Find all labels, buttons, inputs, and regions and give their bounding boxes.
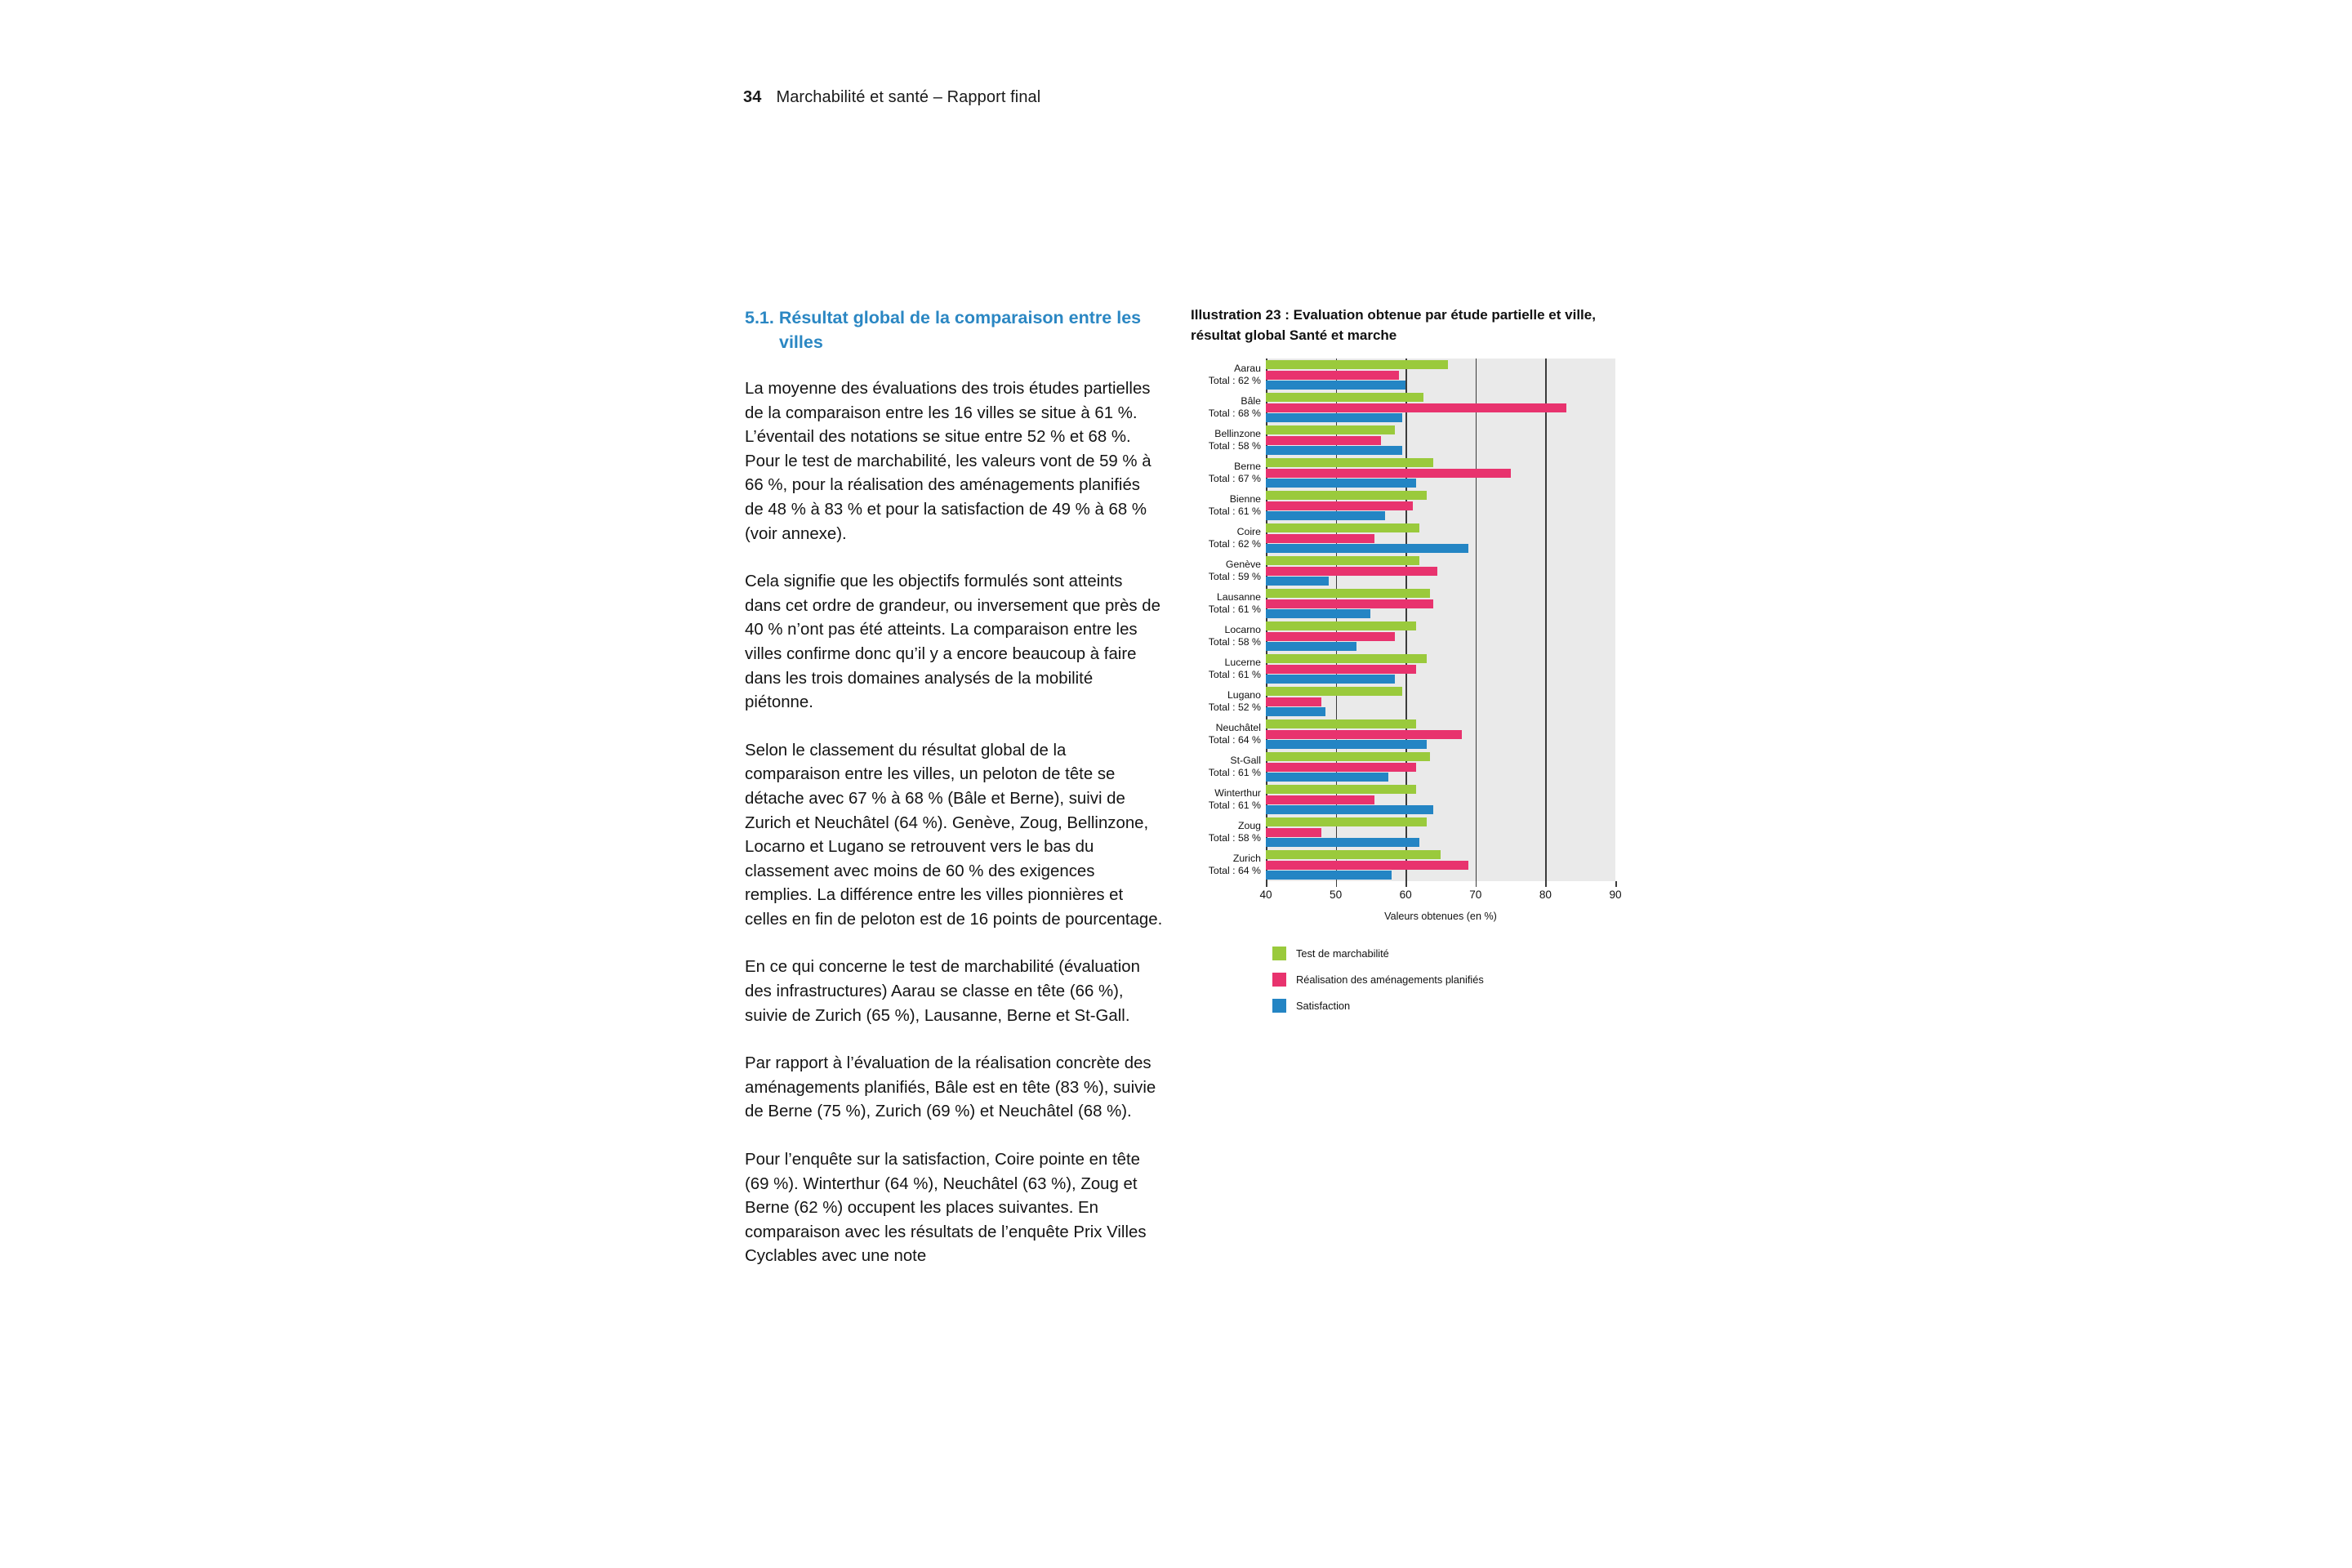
legend-item-label: Satisfaction <box>1296 1000 1351 1012</box>
bar <box>1266 469 1511 478</box>
bar <box>1266 501 1413 510</box>
bar <box>1266 687 1402 696</box>
figure-caption: Illustration 23 : Evaluation obtenue par étude partielle et ville, résultat global Santé et marche <box>1191 307 1596 343</box>
bar <box>1266 621 1416 630</box>
category-label-total: Total : 64 % <box>1208 864 1261 876</box>
category-label-city: Zoug <box>1237 820 1261 832</box>
category-label-total: Total : 58 % <box>1208 831 1261 844</box>
category-label <box>1209 428 1261 452</box>
category-label-total: Total : 62 % <box>1208 537 1261 550</box>
x-axis-tick <box>1615 881 1617 887</box>
category-label-city: Berne <box>1234 461 1261 473</box>
category-label <box>1209 526 1261 550</box>
bar <box>1266 773 1388 782</box>
text-column <box>745 305 1163 1269</box>
bar <box>1266 577 1329 586</box>
body-paragraph: Par rapport à l’évaluation de la réalisation concrète des aménagements planifiés, Bâle est en tête (83 %), suivie de Berne (75 %), Zurich (69 %) et Neuchâtel (68 %). <box>745 1054 1156 1121</box>
bar <box>1266 763 1416 772</box>
figure-column <box>1191 305 1622 1025</box>
category-label-city: Genève <box>1225 559 1261 571</box>
bar <box>1266 871 1392 880</box>
bar <box>1266 861 1468 870</box>
category-label-total: Total : 64 % <box>1208 733 1261 746</box>
bar <box>1266 665 1416 674</box>
category-label-city: Bâle <box>1241 395 1261 408</box>
legend-item <box>1272 999 1615 1013</box>
legend-item <box>1272 947 1615 960</box>
bar <box>1266 817 1427 826</box>
x-axis-tick <box>1545 881 1547 887</box>
bar <box>1266 491 1427 500</box>
bar <box>1266 642 1356 651</box>
bar <box>1266 828 1321 837</box>
body-paragraph: Pour l’enquête sur la satisfaction, Coire pointe en tête (69 %). Winterthur (64 %), Neuchâtel (63 %), Zoug et Berne (62 %) occupent les places suivantes. En comparaison avec les résultats de l’enquête Prix Villes Cyclables avec une note <box>745 1151 1147 1266</box>
bar <box>1266 795 1374 804</box>
bar <box>1266 360 1448 369</box>
bar-chart <box>1191 359 1622 1013</box>
category-label-city: St-Gall <box>1230 755 1261 767</box>
x-axis-title: Valeurs obtenues (en %) <box>1384 911 1497 922</box>
category-label <box>1209 493 1261 517</box>
chart-plot-wrapper <box>1191 359 1615 881</box>
bar <box>1266 413 1402 422</box>
category-label <box>1209 591 1261 615</box>
page-number: 34 <box>743 88 762 106</box>
bar <box>1266 730 1462 739</box>
category-label-total: Total : 59 % <box>1208 570 1261 582</box>
bar <box>1266 446 1402 455</box>
bar <box>1266 785 1416 794</box>
body-paragraph: La moyenne des évaluations des trois études partielles de la comparaison entre les 16 villes se situe à 61 %. L’éventail des notations se situe entre 52 % et 68 %. Pour le test de marchabilité, les valeurs vont de 59 % à 66 %, pour la réalisation des aménagements planifiés de 48 % à 83 % et pour la satisfaction de 49 % à 68 % (voir annexe). <box>745 380 1152 543</box>
legend-item-label: Réalisation des aménagements planifiés <box>1296 973 1484 986</box>
gridline-60 <box>1405 359 1407 881</box>
bar <box>1266 632 1395 641</box>
x-axis-tick <box>1405 881 1407 887</box>
legend-swatch-pink <box>1272 973 1286 987</box>
bar <box>1266 511 1385 520</box>
body-paragraph: Cela signifie que les objectifs formulés sont atteints dans cet ordre de grandeur, ou inversement que près de 40 % n’ont pas été atteints. La comparaison entre les villes confirme donc qu’il y a encore beaucoup à faire dans les trois domaines analysés de la mobilité piétonne. <box>745 572 1160 712</box>
category-label-city: Bienne <box>1229 493 1261 506</box>
category-label-city: Locarno <box>1224 624 1261 636</box>
x-axis-tick-label: 60 <box>1399 889 1412 901</box>
legend-swatch-green <box>1272 947 1286 960</box>
category-label-city: Aarau <box>1234 363 1261 375</box>
category-label-total: Total : 67 % <box>1208 472 1261 484</box>
chart-plot-area <box>1266 359 1615 881</box>
category-label <box>1209 657 1261 680</box>
bar <box>1266 381 1405 390</box>
x-axis <box>1259 881 1622 909</box>
x-axis-tick <box>1476 881 1477 887</box>
category-label-total: Total : 62 % <box>1208 374 1261 386</box>
gridline-80 <box>1545 359 1547 881</box>
category-label-city: Lausanne <box>1216 591 1261 604</box>
bar <box>1266 850 1441 859</box>
legend-item-label: Test de marchabilité <box>1296 947 1389 960</box>
category-label <box>1209 689 1261 713</box>
x-axis-tick-label: 70 <box>1469 889 1482 901</box>
bar <box>1266 479 1416 488</box>
bar <box>1266 436 1381 445</box>
bar <box>1266 654 1427 663</box>
category-label <box>1209 787 1261 811</box>
x-axis-tick-label: 90 <box>1609 889 1622 901</box>
x-axis-tick-label: 50 <box>1330 889 1343 901</box>
category-label <box>1209 624 1261 648</box>
bar <box>1266 719 1416 728</box>
bar <box>1266 425 1395 434</box>
bar <box>1266 707 1325 716</box>
bar <box>1266 458 1433 467</box>
category-label-total: Total : 61 % <box>1208 603 1261 615</box>
chart-legend <box>1272 947 1615 1013</box>
category-label-total: Total : 68 % <box>1208 407 1261 419</box>
bar <box>1266 675 1395 684</box>
x-axis-tick <box>1336 881 1338 887</box>
category-label <box>1209 820 1261 844</box>
category-label-total: Total : 58 % <box>1208 439 1261 452</box>
section-heading: 5.1. Résultat global de la comparaison entre les villes <box>745 308 1142 352</box>
category-label-total: Total : 52 % <box>1208 701 1261 713</box>
bar <box>1266 752 1430 761</box>
category-label <box>1209 461 1261 484</box>
category-label <box>1209 853 1261 876</box>
body-paragraph: Selon le classement du résultat global de la comparaison entre les villes, un peloton de tête se détache avec 67 % à 68 % (Bâle et Berne), suivi de Zurich et Neuchâtel (64 %). Genève, Zoug, Bellinzone, Locarno et Lugano se retrouvent vers le bas du classement avec moins de 60 % des exigences remplies. La différence entre les villes pionnières et celles en fin de peloton est de 16 points de pourcentage. <box>745 741 1163 929</box>
bar <box>1266 556 1419 565</box>
category-label <box>1209 722 1261 746</box>
x-axis-tick <box>1266 881 1267 887</box>
bar <box>1266 589 1430 598</box>
bar <box>1266 805 1433 814</box>
bar <box>1266 740 1427 749</box>
category-label-city: Neuchâtel <box>1215 722 1261 734</box>
category-label-city: Winterthur <box>1214 787 1261 800</box>
bar <box>1266 609 1370 618</box>
category-label-city: Bellinzone <box>1214 428 1261 440</box>
x-axis-tick-label: 80 <box>1539 889 1552 901</box>
category-label-city: Lugano <box>1227 689 1261 702</box>
category-label <box>1209 559 1261 582</box>
category-label-total: Total : 61 % <box>1208 668 1261 680</box>
category-label-total: Total : 61 % <box>1208 766 1261 778</box>
bar <box>1266 371 1399 380</box>
bar <box>1266 393 1423 402</box>
bar <box>1266 599 1433 608</box>
category-label-city: Lucerne <box>1224 657 1261 669</box>
running-head-title: Marchabilité et santé – Rapport final <box>776 88 1041 106</box>
category-label <box>1209 755 1261 778</box>
category-axis-labels <box>1191 359 1266 881</box>
category-label-total: Total : 61 % <box>1208 505 1261 517</box>
bar <box>1266 544 1468 553</box>
category-label <box>1209 395 1261 419</box>
category-label-city: Coire <box>1236 526 1261 538</box>
x-axis-tick-label: 40 <box>1259 889 1272 901</box>
bar <box>1266 567 1437 576</box>
gridline-70 <box>1476 359 1477 881</box>
category-label-total: Total : 58 % <box>1208 635 1261 648</box>
category-label <box>1209 363 1261 386</box>
legend-swatch-blue <box>1272 999 1286 1013</box>
category-label-total: Total : 61 % <box>1208 799 1261 811</box>
bar <box>1266 523 1419 532</box>
legend-item <box>1272 973 1615 987</box>
category-label-city: Zurich <box>1232 853 1261 865</box>
bar <box>1266 534 1374 543</box>
bar <box>1266 403 1566 412</box>
bar <box>1266 838 1419 847</box>
body-paragraph: En ce qui concerne le test de marchabilité (évaluation des infrastructures) Aarau se classe en tête (66 %), suivie de Zurich (65 %), Lausanne, Berne et St-Gall. <box>745 958 1140 1025</box>
bar <box>1266 697 1321 706</box>
